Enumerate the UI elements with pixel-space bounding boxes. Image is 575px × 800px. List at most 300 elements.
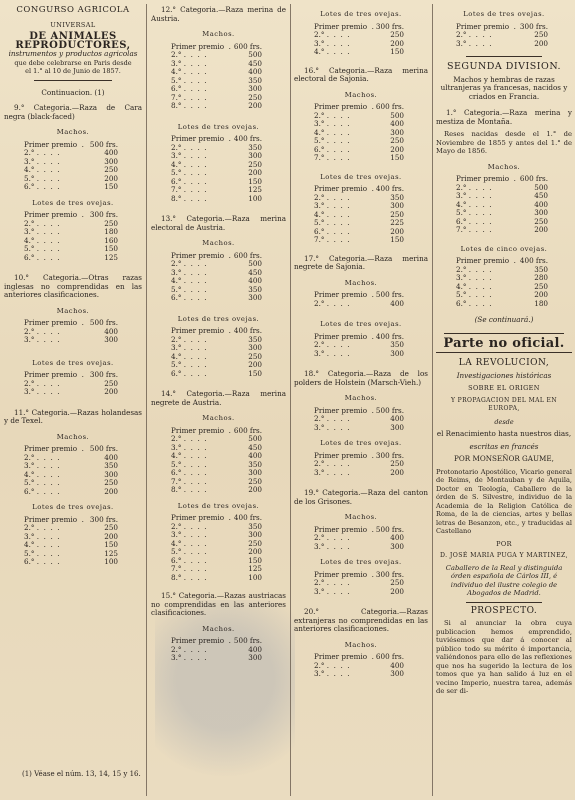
prize-label: 3.° . . . .	[314, 348, 350, 358]
article-author: POR MONSEÑOR GAUME,	[454, 454, 554, 463]
subheading-lotes: Lotes de cinco ovejas.	[460, 244, 548, 253]
prize-label: 7.° . . . .	[314, 235, 350, 244]
prize-amount: 250	[104, 218, 118, 228]
prize-amount: 150	[104, 182, 118, 191]
prize-amount: 150	[390, 47, 404, 56]
division-description: Machos y hembras de razas ultranjeras ya francesas, nacidos y criados en Francia.	[440, 74, 568, 101]
prize-amount: 500 frs.	[375, 524, 404, 534]
prize-amount: 250	[390, 209, 404, 219]
column-rule	[290, 4, 291, 796]
prize-amount: 350	[248, 142, 262, 152]
category-heading: 15.° Categoria.—Razas austriacas no comprendidas en las anteriores clasificaciones.	[151, 591, 286, 617]
prize-amount: 100	[104, 557, 118, 566]
prize-amount: 200	[248, 101, 262, 110]
prize-label: Primer premio .	[314, 450, 374, 460]
prize-row	[4, 388, 142, 397]
prize-amount: 400	[248, 276, 262, 285]
prize-label: 3.° . . . .	[314, 422, 350, 432]
prize-label: 6.° . . . .	[456, 298, 492, 308]
prize-label: 6.° . . . .	[171, 468, 207, 477]
prize-list	[4, 516, 142, 567]
prize-label: 3.° . . . .	[314, 38, 350, 48]
prize-label: 3.° . . . .	[24, 461, 60, 470]
prize-label: 3.° . . . .	[314, 586, 350, 596]
prize-label: 8.° . . . .	[171, 193, 207, 203]
prize-label: 7.° . . . .	[456, 225, 492, 234]
prize-label: 6.° . . . .	[24, 486, 60, 496]
prize-amount: 250	[248, 92, 262, 102]
prize-label: 2.° . . . .	[314, 192, 350, 202]
prize-label: Primer premio .	[314, 21, 374, 31]
prize-label: 2.° . . . .	[314, 30, 350, 39]
prize-row	[4, 254, 142, 263]
prize-label: 4.° . . . .	[171, 67, 207, 76]
prize-amount: 150	[248, 176, 262, 186]
prize-amount: 100	[248, 572, 262, 582]
prize-label: 4.° . . . .	[314, 127, 350, 137]
prize-amount: 300	[104, 156, 118, 166]
prize-amount: 350	[390, 192, 404, 202]
prize-amount: 200	[390, 467, 404, 477]
prize-amount: 500	[248, 50, 262, 59]
subheading-machos: Machos.	[344, 640, 378, 649]
footnote: (1) Véase el núm. 13, 14, 15 y 16.	[22, 770, 141, 778]
subheading-lotes: Lotes de tres ovejas.	[320, 10, 402, 18]
prize-amount: 200	[534, 290, 548, 299]
prize-list	[294, 185, 428, 245]
prize-amount: 600 frs.	[233, 41, 262, 51]
subheading-lotes: Lotes de tres ovejas.	[177, 501, 260, 510]
prize-label: Primer premio .	[24, 514, 84, 524]
prize-amount: 250	[248, 538, 262, 548]
prize-amount: 350	[534, 264, 548, 274]
prize-amount: 300 frs.	[89, 514, 118, 524]
prize-amount: 100	[248, 193, 262, 203]
prize-amount: 200	[104, 531, 118, 541]
prize-label: 2.° . . . .	[171, 50, 207, 59]
prize-list	[436, 175, 572, 235]
prize-label: 5.° . . . .	[314, 136, 350, 145]
prize-amount: 600 frs.	[519, 174, 548, 183]
prize-label: 2.° . . . .	[171, 142, 207, 152]
prize-list	[294, 452, 428, 478]
prize-amount: 450	[248, 442, 262, 452]
prize-label: 3.° . . . .	[171, 58, 207, 68]
prize-amount: 450	[248, 267, 262, 277]
prize-label: 2.° . . . .	[456, 182, 492, 192]
prize-label: 5.° . . . .	[24, 244, 60, 253]
prize-label: 2.° . . . .	[314, 578, 350, 587]
prize-amount: 400	[390, 660, 404, 670]
prize-label: 2.° . . . .	[314, 110, 350, 120]
prize-label: Primer premio .	[314, 290, 374, 299]
subheading-lotes: Lotes de tres ovejas.	[320, 320, 402, 328]
author-bio: Protonotario Apostólico, Vicario general de Reims, de Montauban y de Aquila, Doctor en Teología, Caballero de la órden de S. Silvestre, individuo de la Academia de la Religion Católica de Roma, de la de ciencias, artes y bellas letras de Besanzon, etc., y traducidas al Castellano	[436, 467, 572, 535]
prize-label: Primer premio .	[171, 513, 231, 522]
prize-label: Primer premio .	[314, 652, 374, 661]
prize-label: Primer premio .	[171, 41, 231, 51]
prize-label: 6.° . . . .	[24, 182, 60, 191]
prize-amount: 400	[104, 452, 118, 462]
prize-amount: 350	[248, 284, 262, 294]
section-title: DE ANIMALES REPRODUCTORES,	[15, 31, 131, 51]
prize-label: 2.° . . . .	[24, 523, 60, 532]
prize-amount: 400 frs.	[233, 513, 262, 522]
prize-label: 7.° . . . .	[171, 564, 207, 573]
prize-label: 8.° . . . .	[171, 101, 207, 110]
subheading-lotes: Lotes de tres ovejas.	[32, 358, 114, 367]
prize-row	[436, 40, 572, 49]
prize-list	[4, 445, 142, 496]
prize-amount: 300	[104, 469, 118, 479]
prize-amount: 600 frs.	[233, 250, 262, 260]
prize-amount: 300 frs.	[375, 450, 404, 460]
division-title: SEGUNDA DIVISION.	[446, 61, 562, 72]
prize-amount: 600 frs.	[375, 652, 404, 661]
prize-amount: 150	[248, 555, 262, 565]
prize-label: 3.° . . . .	[171, 267, 207, 277]
subheading-machos: Machos.	[202, 30, 235, 38]
prize-label: 2.° . . . .	[314, 298, 350, 308]
prospectus-title: PROSPECTO.	[470, 605, 538, 616]
prize-list	[151, 43, 286, 111]
prize-amount: 125	[248, 564, 262, 573]
prize-amount: 300	[390, 348, 404, 358]
prize-label: 4.° . . . .	[171, 451, 207, 460]
translator-bio: Caballero de la Real y distinguida órden española de Cárlos III, é individuo del ilustre colegio de Abogados de Madrid.	[445, 563, 563, 597]
prize-label: 5.° . . . .	[314, 218, 350, 227]
prize-row	[294, 670, 428, 679]
prize-amount: 500	[534, 182, 548, 192]
prize-label: 3.° . . . .	[24, 156, 60, 166]
prize-row	[151, 294, 286, 303]
prize-list	[436, 257, 572, 308]
prize-amount: 250	[534, 216, 548, 226]
prize-amount: 200	[390, 144, 404, 154]
prize-label: 4.° . . . .	[456, 281, 492, 291]
prize-label: 3.° . . . .	[24, 335, 60, 344]
prize-amount: 600 frs.	[233, 425, 262, 435]
subheading-machos: Machos.	[56, 306, 90, 315]
prize-row	[294, 48, 428, 57]
prize-amount: 200	[104, 387, 118, 396]
subheading-machos: Machos.	[487, 162, 521, 171]
prize-amount: 280	[534, 273, 548, 282]
prize-label: 6.° . . . .	[171, 84, 207, 93]
prize-label: 5.° . . . .	[456, 290, 492, 299]
prize-label: 4.° . . . .	[456, 199, 492, 209]
column-3	[294, 6, 428, 679]
prize-amount: 250	[390, 578, 404, 587]
category-heading: 9.° Categoria.—Raza de Cara negra (black-faced)	[4, 103, 142, 121]
subheading-machos: Machos.	[56, 432, 90, 441]
category-heading: 19.° Categoria.—Raza del canton de los Grisones.	[294, 488, 428, 506]
category-heading: 17.° Categoria.—Raza merina negrete de Sajonia.	[294, 253, 428, 271]
prize-amount: 150	[104, 540, 118, 549]
prize-amount: 500 frs.	[89, 444, 118, 453]
prize-row	[294, 236, 428, 245]
prize-amount: 250	[104, 165, 118, 174]
prize-amount: 400 frs.	[233, 326, 262, 335]
prize-label: 7.° . . . .	[314, 153, 350, 162]
prize-amount: 125	[104, 548, 118, 558]
divider	[444, 333, 564, 334]
prize-label: 2.° . . . .	[24, 218, 60, 228]
prize-amount: 400	[248, 644, 262, 654]
column-rule	[146, 4, 147, 796]
prize-amount: 350	[390, 340, 404, 349]
category-heading: 18.° Categoria.—Raza de los polders de Holstein (Marsch-Vieh.)	[294, 369, 428, 387]
prize-label: 4.° . . . .	[171, 159, 207, 169]
divider	[34, 80, 112, 81]
prize-label: 5.° . . . .	[24, 548, 60, 558]
prize-amount: 200	[390, 586, 404, 596]
prize-row	[4, 336, 142, 345]
prize-label: Primer premio .	[314, 569, 374, 579]
prize-label: 6.° . . . .	[314, 144, 350, 154]
prize-row	[151, 195, 286, 204]
prize-label: 4.° . . . .	[24, 165, 60, 174]
prize-amount: 300 frs.	[375, 21, 404, 31]
prize-amount: 400	[390, 414, 404, 423]
prize-amount: 300	[390, 669, 404, 678]
prize-label: 6.° . . . .	[171, 176, 207, 186]
prize-label: 2.° . . . .	[171, 259, 207, 268]
prize-list	[294, 103, 428, 163]
prize-amount: 400 frs.	[375, 184, 404, 193]
prize-amount: 180	[534, 298, 548, 308]
prize-label: 7.° . . . .	[171, 92, 207, 102]
prize-row	[294, 350, 428, 359]
prize-label: 5.° . . . .	[24, 173, 60, 183]
prize-label: Primer premio .	[314, 184, 374, 193]
prize-label: 3.° . . . .	[456, 191, 492, 200]
category-heading: 16.° Categoria.—Raza merina electoral de Sajonia.	[294, 65, 428, 83]
prize-label: 3.° . . . .	[24, 531, 60, 541]
prize-amount: 400	[390, 533, 404, 542]
category-note: Reses nacidas desde el 1.° de Noviembre de 1855 y antes del 1.° de Mayo de 1856.	[436, 130, 572, 155]
prize-amount: 200	[248, 547, 262, 556]
prize-list	[294, 526, 428, 552]
prize-amount: 200	[248, 360, 262, 369]
prize-amount: 500	[390, 110, 404, 120]
prize-label: 3.° . . . .	[171, 343, 207, 352]
prize-row	[151, 654, 286, 663]
prize-amount: 250	[248, 159, 262, 169]
column-rule	[432, 4, 433, 796]
prize-label: 7.° . . . .	[171, 185, 207, 194]
prize-label: 2.° . . . .	[171, 334, 207, 344]
prize-label: 6.° . . . .	[314, 226, 350, 236]
prize-amount: 250	[390, 136, 404, 145]
prize-amount: 125	[104, 252, 118, 262]
prize-list	[294, 653, 428, 679]
prize-amount: 250	[104, 378, 118, 388]
prize-label: Primer premio .	[314, 331, 374, 341]
prize-label: 4.° . . . .	[24, 235, 60, 245]
prize-amount: 300	[390, 541, 404, 551]
article-subtitle: el Renacimiento hasta nuestros dias,	[436, 429, 572, 438]
prize-label: 5.° . . . .	[171, 547, 207, 556]
prize-amount: 500	[248, 434, 262, 443]
prize-label: 2.° . . . .	[24, 452, 60, 462]
prize-label: Primer premio .	[171, 326, 231, 335]
prize-amount: 400 frs.	[519, 256, 548, 265]
article-subtitle: Investigaciones históricas	[456, 370, 552, 380]
category-heading: 13.° Categoria.—Raza merina electoral de Austria.	[151, 214, 286, 232]
prize-list	[4, 319, 142, 345]
prize-label: 5.° . . . .	[24, 478, 60, 487]
prize-label: Primer premio .	[171, 425, 231, 435]
category-heading: 11.° Categoria.—Razas holandesas y de Texel.	[4, 407, 142, 425]
translator-name: D. JOSÉ MARIA PUGA Y MARTINEZ,	[439, 552, 568, 559]
subheading-lotes: Lotes de tres ovejas.	[320, 172, 402, 181]
prize-row	[294, 543, 428, 552]
category-heading: 1.° Categoria.—Raza merina y mestiza de Montaña.	[436, 108, 572, 126]
prize-label: 2.° . . . .	[314, 340, 350, 349]
prize-label: 4.° . . . .	[314, 47, 350, 56]
prize-label: 2.° . . . .	[314, 459, 350, 468]
prize-amount: 300	[390, 422, 404, 432]
prize-row	[151, 102, 286, 111]
article-subtitle: Y PROPAGACION DEL MAL EN EUROPA,	[450, 396, 557, 412]
article-text: escritas en francés	[469, 441, 539, 451]
column-1	[4, 6, 142, 567]
prize-amount: 300	[390, 127, 404, 137]
prize-label: Primer premio .	[314, 524, 374, 534]
prize-label: 3.° . . . .	[171, 530, 207, 539]
prize-label: 7.° . . . .	[171, 476, 207, 486]
prize-amount: 500 frs.	[375, 290, 404, 299]
prize-label: 3.° . . . .	[171, 151, 207, 160]
continuation-note: (Se continuará.)	[474, 315, 534, 324]
divider	[466, 602, 542, 603]
prize-amount: 300	[104, 335, 118, 344]
category-heading: 12.° Categoria.—Raza merina de Austria.	[151, 5, 286, 23]
subheading-lotes: Lotes de tres ovejas.	[320, 558, 402, 566]
prize-amount: 300 frs.	[89, 210, 118, 219]
subheading-machos: Machos.	[56, 128, 90, 136]
prize-label: 3.° . . . .	[314, 201, 350, 210]
prize-amount: 250	[390, 459, 404, 468]
prize-label: 3.° . . . .	[314, 669, 350, 678]
prize-row	[151, 370, 286, 379]
prize-amount: 350	[248, 521, 262, 531]
prize-amount: 500 frs.	[233, 636, 262, 645]
prize-amount: 200	[104, 486, 118, 496]
prize-label: 5.° . . . .	[171, 459, 207, 469]
prize-label: 3.° . . . .	[171, 653, 207, 662]
prize-label: 2.° . . . .	[314, 533, 350, 542]
article-text: POR	[496, 539, 512, 548]
prize-list	[4, 371, 142, 397]
prize-label: Primer premio .	[314, 102, 374, 111]
column-2	[151, 6, 286, 663]
prize-label: 2.° . . . .	[24, 326, 60, 336]
prize-label: Primer premio .	[24, 210, 84, 219]
subheading-lotes: Lotes de tres ovejas.	[320, 439, 402, 447]
prize-label: 5.° . . . .	[171, 360, 207, 369]
prize-label: 2.° . . . .	[171, 644, 207, 654]
subheading-machos: Machos.	[202, 414, 235, 422]
subheading-machos: Machos.	[344, 90, 378, 99]
prize-label: Primer premio .	[24, 139, 84, 149]
prize-label: 2.° . . . .	[171, 434, 207, 443]
prize-amount: 400	[248, 67, 262, 76]
prize-row	[4, 183, 142, 192]
subheading-lotes: Lotes de tres ovejas.	[32, 198, 114, 207]
prize-label: 3.° . . . .	[314, 467, 350, 477]
prize-label: Primer premio .	[456, 21, 516, 31]
prize-amount: 200	[248, 168, 262, 177]
prospectus-text: Si al anunciar la obra cuya publicacion hemos emprendido, tuviésemos que dar á conocer al público todo su mérito é importancia, valiéndonos para ello de las reflexiones que nos ha sugerido la lectura de los tomos que ya han salido á luz en el vecino Imperio, nuestra tarea, además de ser di-	[436, 619, 572, 695]
prize-label: 3.° . . . .	[456, 273, 492, 282]
prize-amount: 250	[534, 281, 548, 291]
prize-amount: 400	[104, 148, 118, 157]
category-heading: 14.° Categoria.—Raza merina negrete de Austria.	[151, 389, 286, 407]
prize-amount: 500 frs.	[89, 139, 118, 149]
prize-amount: 300	[248, 151, 262, 160]
category-heading: 20.° Categoria.—Razas extranjeras no comprendidas en las anteriores clasificaciones.	[294, 607, 428, 633]
prize-row	[4, 558, 142, 567]
prize-amount: 250	[104, 478, 118, 487]
prize-amount: 250	[104, 523, 118, 532]
prize-label: 2.° . . . .	[24, 378, 60, 388]
prize-amount: 300	[248, 84, 262, 93]
prize-label: 6.° . . . .	[456, 216, 492, 226]
section-heading: CONGURSO AGRICOLA	[16, 5, 130, 15]
prize-row	[151, 574, 286, 583]
prize-label: Primer premio .	[24, 370, 84, 379]
prize-amount: 150	[390, 235, 404, 244]
prize-amount: 400	[390, 119, 404, 128]
prize-row	[4, 488, 142, 497]
prize-list	[294, 571, 428, 597]
prize-label: 4.° . . . .	[24, 540, 60, 549]
prize-amount: 200	[390, 226, 404, 236]
prize-label: 6.° . . . .	[24, 557, 60, 566]
subheading-machos: Machos.	[344, 278, 378, 287]
prize-amount: 200	[104, 173, 118, 183]
prize-amount: 350	[248, 459, 262, 469]
prize-amount: 150	[104, 244, 118, 253]
prize-label: 6.° . . . .	[171, 555, 207, 565]
prize-amount: 125	[248, 185, 262, 194]
prize-label: 2.° . . . .	[456, 30, 492, 39]
prize-amount: 500 frs.	[89, 318, 118, 327]
prize-amount: 200	[534, 38, 548, 48]
prize-label: 8.° . . . .	[171, 572, 207, 582]
prize-label: 6.° . . . .	[171, 368, 207, 378]
prize-amount: 400	[248, 451, 262, 460]
prize-list	[4, 211, 142, 262]
prize-row	[151, 486, 286, 495]
prize-amount: 300 frs.	[519, 21, 548, 31]
prize-amount: 250	[248, 476, 262, 486]
subheading-lotes: Lotes de tres ovejas.	[463, 10, 545, 18]
prize-list	[436, 23, 572, 49]
divider	[466, 56, 542, 57]
prize-amount: 300	[248, 343, 262, 352]
category-heading: 10.° Categoria.—Otras razas inglesas no comprendidas en las anteriores clasificaciones.	[4, 273, 142, 299]
prize-row	[294, 424, 428, 433]
prize-list	[4, 141, 142, 192]
prize-amount: 350	[104, 461, 118, 470]
section-date: que debe celebrarse en Paris desde el 1.° al 10 de Junio de 1857.	[14, 58, 132, 75]
subheading-lotes: Lotes de tres ovejas.	[32, 503, 114, 511]
prize-label: Primer premio .	[171, 636, 231, 645]
prize-label: 4.° . . . .	[24, 469, 60, 479]
